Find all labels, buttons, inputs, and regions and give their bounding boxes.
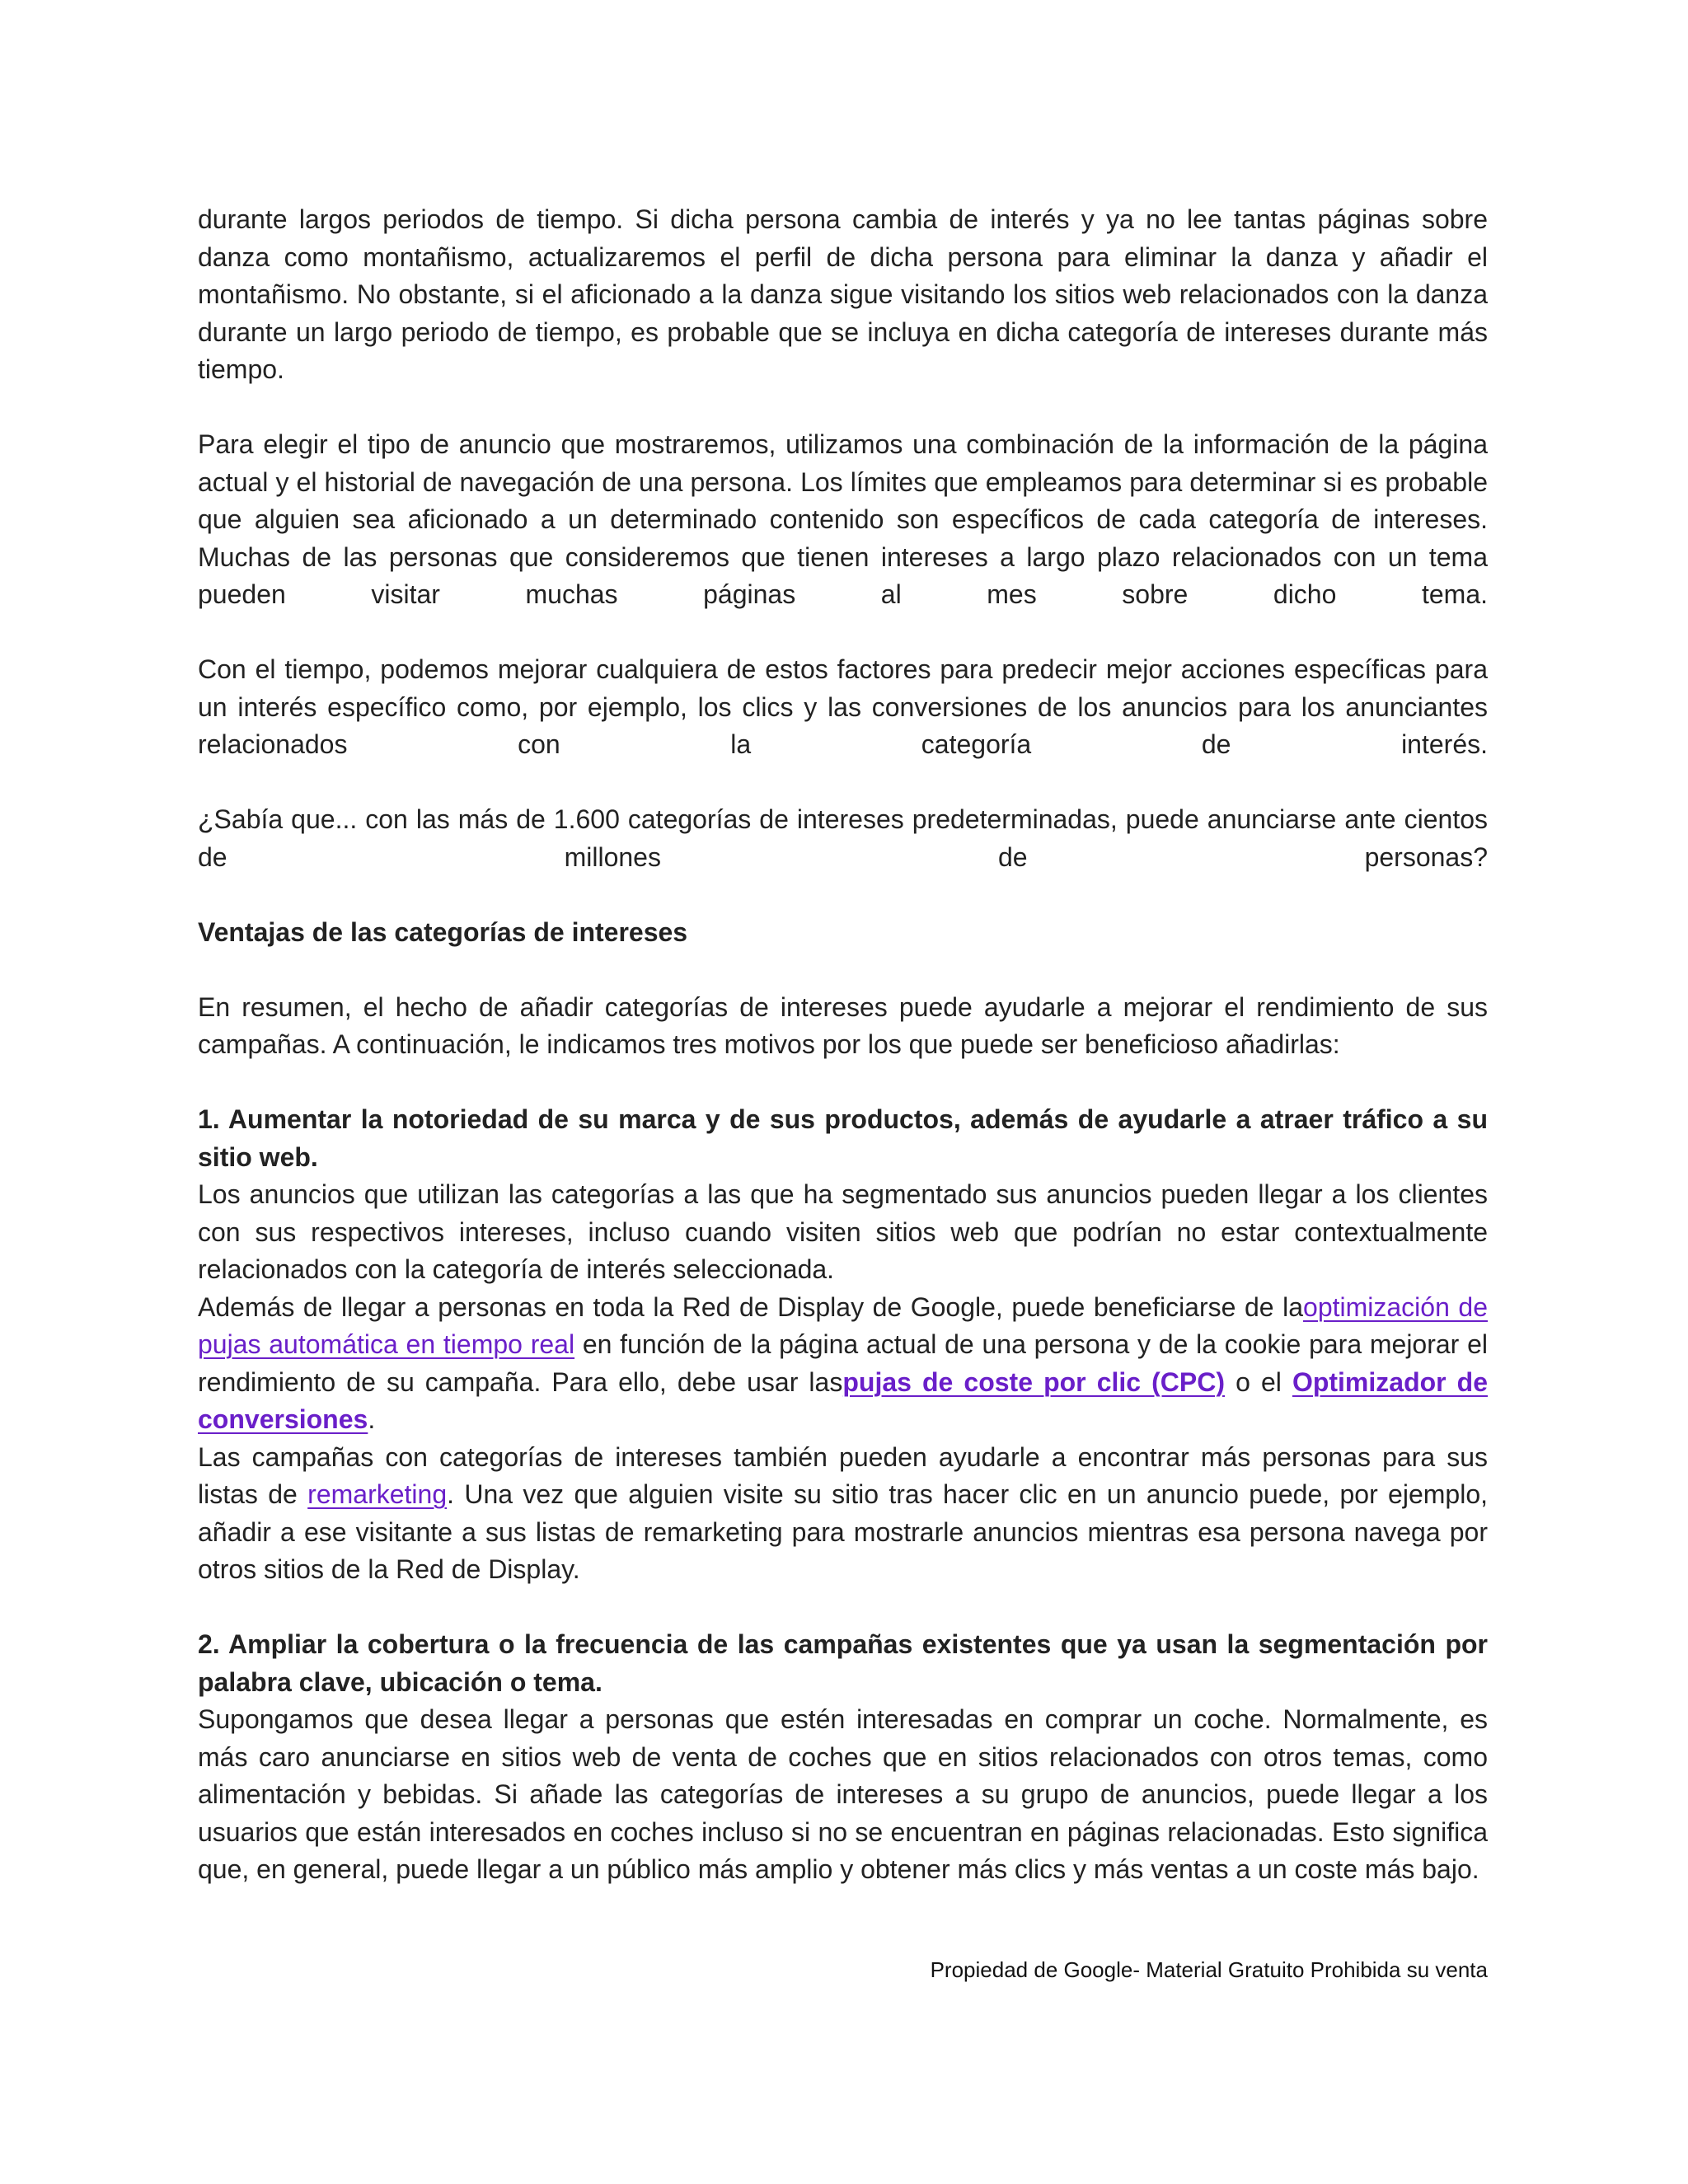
- link-remarketing[interactable]: remarketing: [307, 1479, 448, 1509]
- paragraph-gap: [198, 1064, 1488, 1102]
- paragraph-gap: [198, 614, 1488, 652]
- item2-heading: 2. Ampliar la cobertura o la frecuencia de las campañas existentes que ya usan la segmentación por palabra clave, ubicación o tema.: [198, 1629, 1488, 1697]
- paragraph-gap: [198, 876, 1488, 914]
- paragraph-improve-factors: Con el tiempo, podemos mejorar cualquiera de estos factores para predecir mejor acciones específicas para un interés específico como, por ejemplo, los clics y las conversiones de los anuncios para los anunciantes relacionados con la categoría de interés.: [198, 654, 1488, 759]
- text-run: o el: [1225, 1366, 1292, 1397]
- paragraph-gap: [198, 764, 1488, 802]
- paragraph-gap: [198, 951, 1488, 989]
- text-run: . Una vez que alguien visite su sitio tras hacer clic en un anuncio puede, por ejemplo, añadir a ese visitante a sus listas de remarketing para mostrarle anuncios mientras esa persona navega por otros sitios de la Red de Display.: [198, 1479, 1489, 1584]
- link-pujas-cpc[interactable]: pujas de coste por clic (CPC): [842, 1366, 1226, 1397]
- item1-text-bidding: [198, 1289, 1488, 1439]
- link-optimizador-conversiones[interactable]: Optimizador de conversiones: [198, 1366, 1489, 1434]
- paragraph-gap: [198, 389, 1488, 427]
- document-body: [198, 201, 1488, 1889]
- item1-text-reach: Los anuncios que utilizan las categorías a las que ha segmentado sus anuncios pueden llegar a los clientes con sus respectivos intereses, incluso cuando visiten sitios web que podrían no estar contextualmente relacionados con la categoría de interés seleccionada.: [198, 1179, 1488, 1284]
- section-intro: En resumen, el hecho de añadir categorías de intereses puede ayudarle a mejorar el rendimiento de sus campañas. A continuación, le indicamos tres motivos por los que puede ser beneficioso añadirlas:: [198, 991, 1488, 1059]
- section-heading: Ventajas de las categorías de intereses: [198, 916, 688, 947]
- item1-heading: 1. Aumentar la notoriedad de su marca y de sus productos, además de ayudarle a atraer tráfico a su sitio web.: [198, 1104, 1488, 1172]
- paragraph-did-you-know: ¿Sabía que... con las más de 1.600 categorías de intereses predeterminadas, puede anunciarse ante cientos de millones de personas?: [198, 804, 1488, 872]
- paragraph-gap: [198, 1589, 1488, 1627]
- link-optimizacion-pujas[interactable]: optimización de pujas automática en tiempo real: [198, 1291, 1489, 1359]
- paragraph-interest-duration: durante largos periodos de tiempo. Si dicha persona cambia de interés y ya no lee tantas páginas sobre danza como montañismo, actualizaremos el perfil de dicha persona para eliminar la danza y añadir el montañismo. No obstante, si el aficionado a la danza sigue visitando los sitios web relacionados con la danza durante un largo periodo de tiempo, es probable que se incluya en dicha categoría de intereses durante más tiempo.: [198, 204, 1488, 384]
- item2-text: Supongamos que desea llegar a personas que estén interesadas en comprar un coche. Normalmente, es más caro anunciarse en sitios web de venta de coches que en sitios relacionados con otros temas, como alimentación y bebidas. Si añade las categorías de intereses a su grupo de anuncios, puede llegar a los usuarios que están interesados en coches incluso si no se encuentran en páginas relacionadas. Esto significa que, en general, puede llegar a un público más amplio y obtener más clics y más ventas a un coste más bajo.: [198, 1704, 1488, 1884]
- text-run: en función de la página actual de una persona y de la cookie para mejorar el rendimiento de su campaña. Para ello, debe usar las: [198, 1329, 1488, 1397]
- text-run: Además de llegar a personas en toda la Red de Display de Google, puede beneficiarse de la: [198, 1291, 1304, 1322]
- text-run: .: [368, 1404, 376, 1434]
- item1-text-remarketing: [198, 1439, 1488, 1589]
- paragraph-ad-selection: Para elegir el tipo de anuncio que mostraremos, utilizamos una combinación de la información de la página actual y el historial de navegación de una persona. Los límites que empleamos para determinar si es probable que alguien sea aficionado a un determinado contenido son específicos de cada categoría de intereses. Muchas de las personas que consideremos que tienen intereses a largo plazo relacionados con un tema pueden visitar muchas páginas al mes sobre dicho tema.: [198, 429, 1488, 609]
- text-run: Las campañas con categorías de intereses también pueden ayudarle a encontrar más personas para sus listas de: [198, 1441, 1488, 1509]
- page-footer: Propiedad de Google- Material Gratuito Prohibida su venta: [930, 1957, 1488, 1982]
